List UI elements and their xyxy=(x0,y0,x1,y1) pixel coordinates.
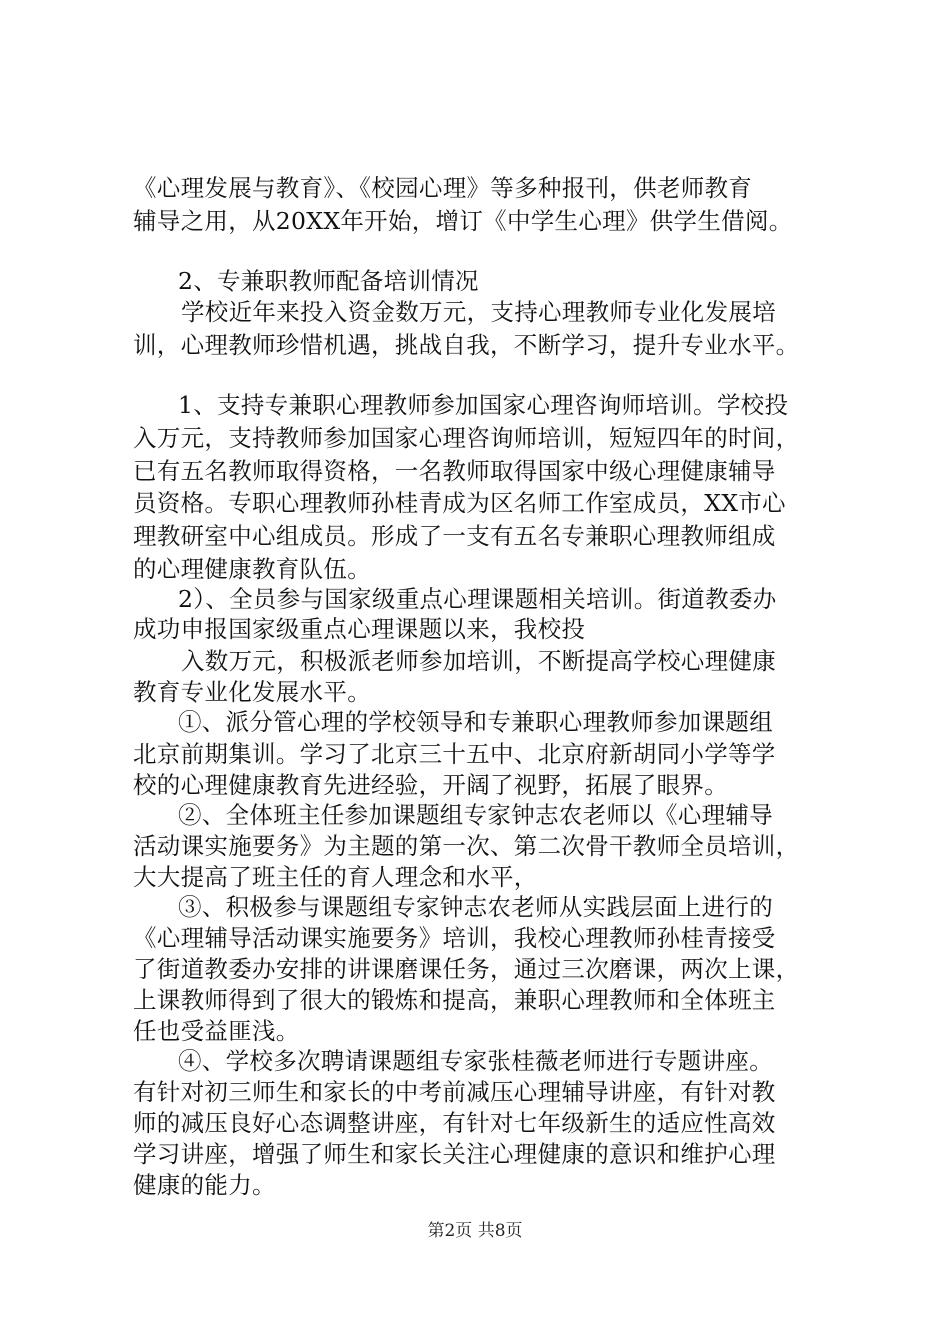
text-line: 辅导之用，从20XX年开始，增订《中学生心理》供学生借阅。 xyxy=(133,207,793,235)
text-line: 学校近年来投入资金数万元，支持心理教师专业化发展培 xyxy=(181,298,776,326)
text-line: 成功申报国家级重点心理课题以来，我校投 xyxy=(133,615,586,643)
text-line: 1、支持专兼职心理教师参加国家心理咨询师培训。学校投 xyxy=(178,391,789,419)
text-line: 北京前期集训。学习了北京三十五中、北京府新胡同小学等学 xyxy=(133,740,776,768)
text-line: 的心理健康教育队伍。 xyxy=(133,555,371,583)
text-line: 师的减压良好心态调整讲座，有针对七年级新生的适应性高效 xyxy=(133,1109,776,1137)
text-line: 2）、全员参与国家级重点心理课题相关培训。街道教委办 xyxy=(178,585,777,613)
text-line: 入万元，支持教师参加国家心理咨询师培训，短短四年的时间， xyxy=(133,424,800,452)
text-line: 《心理辅导活动课实施要务》培训，我校心理教师孙桂青接受 xyxy=(133,924,776,952)
text-line: 训，心理教师珍惜机遇，挑战自我，不断学习，提升专业水平。 xyxy=(133,331,800,359)
page-number-footer: 第2页 共8页 xyxy=(427,1221,523,1241)
text-line: 《心理发展与教育》、《校园心理》等多种报刊，供老师教育 xyxy=(133,174,753,202)
text-line: 活动课实施要务》为主题的第一次、第二次骨干教师全员培训， xyxy=(133,832,800,860)
text-line: ②、全体班主任参加课题组专家钟志农老师以《心理辅导 xyxy=(178,801,773,829)
text-line: 健康的能力。 xyxy=(133,1171,276,1199)
text-line: 学习讲座，增强了师生和家长关注心理健康的意识和维护心理 xyxy=(133,1140,776,1168)
text-line: 员资格。专职心理教师孙桂青成为区名师工作室成员，XX市心 xyxy=(133,489,786,517)
text-line: 已有五名教师取得资格，一名教师取得国家中级心理健康辅导 xyxy=(133,457,776,485)
text-line: 教育专业化发展水平。 xyxy=(133,678,371,706)
text-line: ③、积极参与课题组专家钟志农老师从实践层面上进行的 xyxy=(178,893,773,921)
text-line: 有针对初三师生和家长的中考前减压心理辅导讲座，有针对教 xyxy=(133,1078,776,1106)
text-line: ①、派分管心理的学校领导和专兼职心理教师参加课题组 xyxy=(178,708,773,736)
text-line: 了街道教委办安排的讲课磨课任务，通过三次磨课，两次上课， xyxy=(133,955,800,983)
text-line: ④、学校多次聘请课题组专家张桂薇老师进行专题讲座。 xyxy=(178,1047,773,1075)
text-line: 入数万元，积极派老师参加培训，不断提高学校心理健康 xyxy=(181,647,776,675)
text-line: 理教研室中心组成员。形成了一支有五名专兼职心理教师组成 xyxy=(133,522,776,550)
text-line: 校的心理健康教育先进经验，开阔了视野，拓展了眼界。 xyxy=(133,771,728,799)
section-heading: 2、专兼职教师配备培训情况 xyxy=(178,267,479,295)
text-line: 上课教师得到了很大的锻炼和提高，兼职心理教师和全体班主 xyxy=(133,986,776,1014)
text-line: 任也受益匪浅。 xyxy=(133,1017,300,1045)
text-line: 大大提高了班主任的育人理念和水平， xyxy=(133,863,538,891)
